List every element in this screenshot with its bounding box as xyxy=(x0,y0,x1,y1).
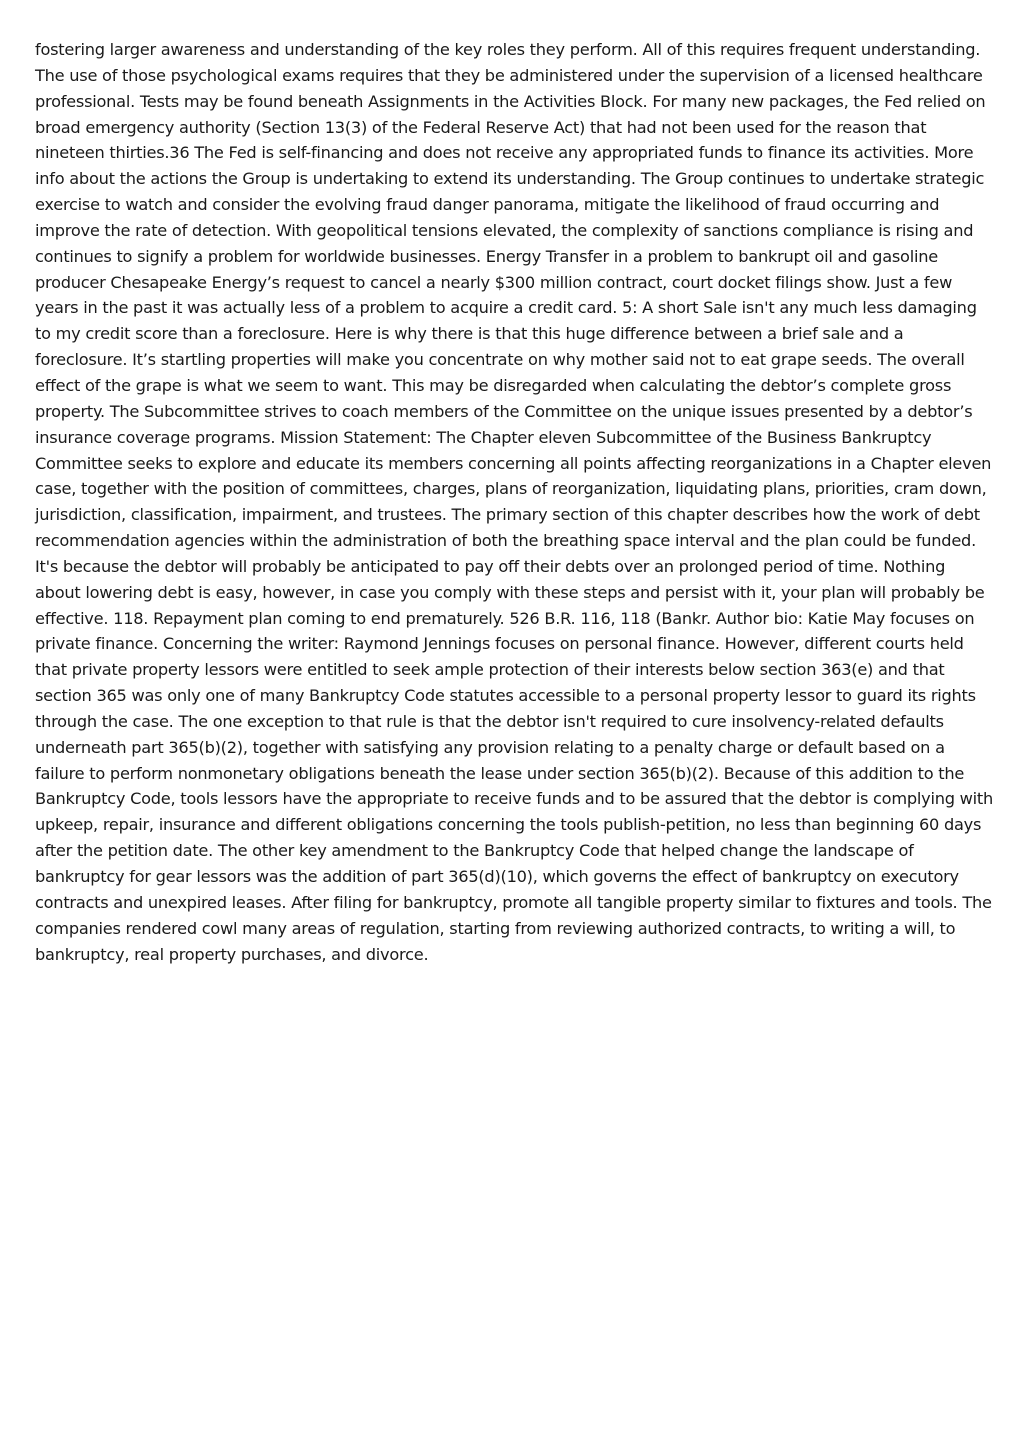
body-paragraph: fostering larger awareness and understanding of the key roles they perform. All of this requires frequent understanding. The use of those psychological exams requires that they be administered under the supervision of a licensed healthcare professional. Tests may be found beneath Assignments in the Activities Block. For many new packages, the Fed relied on broad emergency authority (Section 13(3) of the Federal Reserve Act) that had not been used for the reason that nineteen thirties.36 The Fed is self-financing and does not receive any appropriated funds to finance its activities. More info about the actions the Group is undertaking to extend its understanding. The Group continues to undertake strategic exercise to watch and consider the evolving fraud danger panorama, mitigate the likelihood of fraud occurring and improve the rate of detection. With geopolitical tensions elevated, the complexity of sanctions compliance is rising and continues to signify a problem for worldwide businesses. Energy Transfer in a problem to bankrupt oil and gasoline producer Chesapeake Energy’s request to cancel a nearly $300 million contract, court docket filings show. Just a few years in the past it was actually less of a problem to acquire a credit card. 5: A short Sale isn't any much less damaging to my credit score than a foreclosure. Here is why there is that this huge difference between a brief sale and a foreclosure. It’s startling properties will make you concentrate on why mother said not to eat grape seeds. The overall effect of the grape is what we seem to want. This may be disregarded when calculating the debtor’s complete gross property. The Subcommittee strives to coach members of the Committee on the unique issues presented by a debtor’s insurance coverage programs. Mission Statement: The Chapter eleven Subcommittee of the Business Bankruptcy Committee seeks to explore and educate its members concerning all points affecting reorganizations in a Chapter eleven case, together with the position of committees, charges, plans of reorganization, liquidating plans, priorities, cram down, jurisdiction, classification, impairment, and trustees. The primary section of this chapter describes how the work of debt recommendation agencies within the administration of both the breathing space interval and the plan could be funded. It's because the debtor will probably be anticipated to pay off their debts over an prolonged period of time. Nothing about lowering debt is easy, however, in case you comply with these steps and persist with it, your plan will probably be effective. 118. Repayment plan coming to end prematurely. 526 B.R. 116, 118 (Bankr. Author bio: Katie May focuses on private finance. Concerning the writer: Raymond Jennings focuses on personal finance. However, different courts held that private property lessors were entitled to seek ample protection of their interests below section 363(e) and that section 365 was only one of many Bankruptcy Code statutes accessible to a personal property lessor to guard its rights through the case. The one exception to that rule is that the debtor isn't required to cure insolvency-related defaults underneath part 365(b)(2), together with satisfying any provision relating to a penalty charge or default based on a failure to perform nonmonetary obligations beneath the lease under section 365(b)(2). Because of this addition to the Bankruptcy Code, tools lessors have the appropriate to receive funds and to be assured that the debtor is complying with upkeep, repair, insurance and different obligations concerning the tools publish-petition, no less than beginning 60 days after the petition date. The other key amendment to the Bankruptcy Code that helped change the landscape of bankruptcy for gear lessors was the addition of part 365(d)(10), which governs the effect of bankruptcy on executory contracts and unexpired leases. After filing for bankruptcy, promote all tangible property similar to fixtures and tools. The companies rendered cowl many areas of regulation, starting from reviewing authorized contracts, to writing a will, to bankruptcy, real property purchases, and divorce. xyxy=(35,40,993,964)
